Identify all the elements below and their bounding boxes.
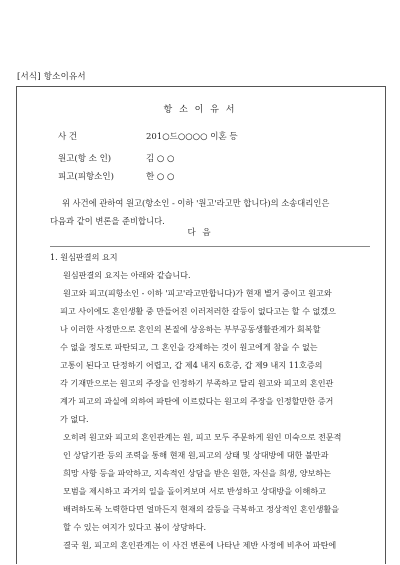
section-heading: 다 음 (187, 228, 213, 238)
body-line: 오히려 원고와 피고의 혼인관계는 원, 피고 모두 주문하게 원인 미숙으로 전문적 (63, 432, 342, 442)
body-line: 할 수 있는 여지가 있다고 봄이 상당하다. (63, 522, 207, 532)
form-label: [서식] 항소이유서 (17, 72, 86, 82)
plaintiff-label: 원고(항 소 인) (58, 154, 112, 164)
case-label: 사 건 (58, 132, 78, 142)
body-line: 수 없을 정도로 파탄되고, 그 혼인을 강제하는 것이 원고에게 참을 수 없는 (60, 342, 318, 352)
body-line: 원심판결의 요지는 아래와 같습니다. (63, 270, 191, 280)
defendant-value: 한 ○ ○ (146, 172, 175, 182)
body-line: 1. 원심판결의 요지 (50, 252, 118, 262)
plaintiff-value: 김 ○ ○ (146, 154, 175, 164)
defendant-label: 피고(피항소인) (58, 172, 114, 182)
plaintiff-field (58, 152, 175, 164)
defendant-field (58, 170, 175, 182)
body-line: 피고 사이에도 혼인생활 중 만들어진 이러저러한 갈등이 없다고는 할 수 없겠으 (60, 306, 336, 316)
heading-divider (50, 246, 370, 247)
body-text (50, 248, 370, 554)
body-line: 각 기재만으로는 원고의 주장을 인정하기 부족하고 달리 원고와 피고의 혼인관 (60, 378, 334, 388)
intro-line: 다음과 같이 변론을 준비합니다. (50, 216, 165, 226)
body-line: 가 없다. (60, 414, 89, 424)
body-line: 나 이러한 사정만으로 혼인의 본질에 상응하는 부부공동생활관계가 회복할 (60, 324, 321, 334)
document-title: 항 소 이 유 서 (163, 105, 237, 115)
case-field (58, 130, 238, 142)
body-line: 배려하도록 노력한다면 얼마든지 현재의 갈등을 극복하고 정상적인 혼인생활을 (63, 504, 340, 514)
body-line: 원고와 피고(피항소인 - 이하 '피고'라고만합니다)가 현재 별거 중이고 원고와 (63, 288, 332, 298)
intro-paragraph (50, 194, 370, 230)
body-line: 인 상담기관 등의 조력을 통해 현재 원,피고의 상태 및 상대방에 대한 불만과 (63, 450, 329, 460)
body-line: 계가 피고의 과실에 의하여 파탄에 이르렀다는 원고의 주장을 인정할만한 증거 (60, 396, 334, 406)
intro-line: 위 사건에 관하여 원고(항소인 - 이하 '원고'라고만 합니다)의 소송대리인은 (62, 198, 330, 208)
body-line: 고통이 된다고 단정하기 어렵고, 갑 제4 내지 6호증, 갑 제9 내지 11호증의 (60, 360, 323, 370)
body-line: 희망 사항 등을 파악하고, 지속적인 상담을 받은 원한, 자신을 희생, 양보하는 (63, 468, 332, 478)
case-value: 201○드○○○○ 이혼 등 (146, 132, 238, 142)
body-line: 모범을 제시하고 과거의 일을 돌이켜보며 서로 반성하고 상대방을 이해하고 (63, 486, 326, 496)
body-line: 결국 원, 피고의 혼인관계는 이 사건 변론에 나타난 제반 사정에 비추어 파탄에 (63, 540, 337, 550)
